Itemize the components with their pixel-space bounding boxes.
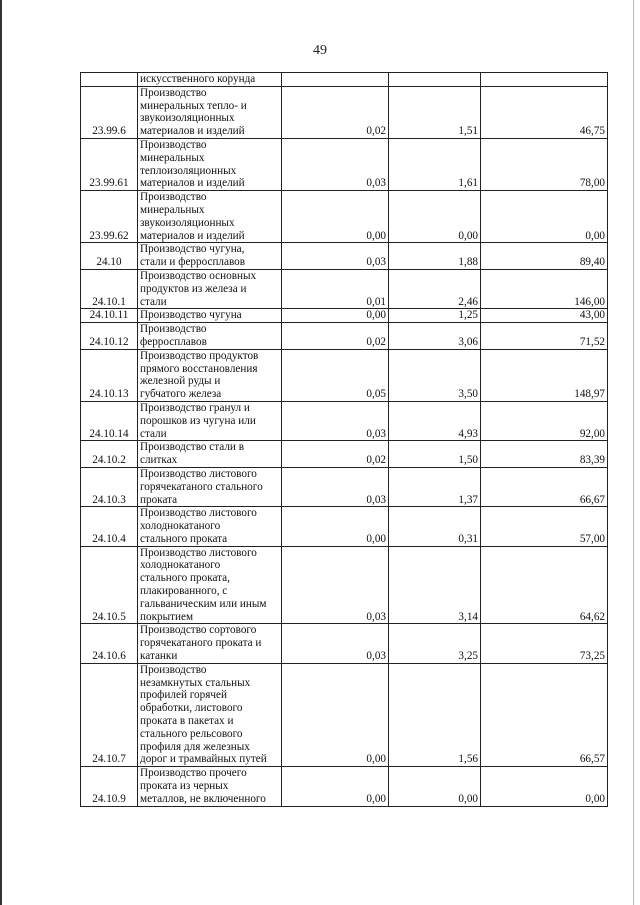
row-value-2: 1,25	[389, 309, 481, 323]
row-code: 24.10	[81, 243, 138, 270]
page-number: 49	[313, 43, 327, 58]
row-name-line: Производство листового	[140, 546, 257, 559]
row-code: 24.10.12	[81, 323, 138, 350]
row-value-1: 0,00	[282, 767, 389, 806]
row-value-1: 0,03	[282, 467, 389, 506]
row-value-3	[481, 73, 608, 87]
row-name-line: Производство прочего	[140, 767, 247, 780]
row-value-2: 2,46	[389, 269, 481, 308]
row-name-line: Производство гранул и	[140, 401, 250, 414]
row-name-line: Производство сортового	[140, 624, 257, 637]
table-row	[81, 309, 608, 323]
row-value-3: 66,67	[481, 467, 608, 506]
row-name	[138, 467, 282, 506]
row-name-line: теплоизоляционных	[140, 164, 237, 177]
row-code: 24.10.7	[81, 663, 138, 766]
row-name	[138, 401, 282, 440]
row-value-1: 0,01	[282, 269, 389, 308]
row-value-3: 66,57	[481, 663, 608, 766]
row-value-3: 73,25	[481, 624, 608, 663]
row-name-line: слитках	[140, 454, 178, 467]
row-name-line: гальваническим или иным	[140, 597, 267, 610]
row-name-line: губчатого железа	[140, 388, 222, 401]
row-code: 24.10.6	[81, 624, 138, 663]
row-name	[138, 323, 282, 350]
table-row	[81, 323, 608, 350]
row-value-2: 1,37	[389, 467, 481, 506]
row-code: 24.10.2	[81, 441, 138, 468]
table-row	[81, 663, 608, 766]
row-value-1: 0,02	[282, 86, 389, 138]
table-body	[81, 73, 608, 807]
row-name	[138, 269, 282, 308]
row-name-line: стального проката,	[140, 572, 230, 585]
row-name-line: Производство	[140, 191, 207, 204]
row-value-3: 146,00	[481, 269, 608, 308]
row-value-3: 0,00	[481, 191, 608, 243]
row-name-line: Производство листового	[140, 507, 257, 520]
row-name-line: Производство чугуна	[140, 309, 242, 322]
row-name-line: незамкнутых стальных	[140, 676, 251, 689]
row-value-1: 0,02	[282, 441, 389, 468]
table-row	[81, 467, 608, 506]
row-value-3: 89,40	[481, 243, 608, 270]
table-row	[81, 401, 608, 440]
row-name-line: стального проката	[140, 532, 228, 545]
row-name	[138, 441, 282, 468]
row-name-line: стали и ферросплавов	[140, 256, 246, 269]
row-name-line: проката	[140, 493, 178, 506]
row-name-line: дорог и трамвайных путей	[140, 753, 267, 766]
row-name-line: профиля для железных	[140, 740, 250, 753]
row-code: 24.10.11	[81, 309, 138, 323]
row-name	[138, 546, 282, 624]
page-left-edge	[0, 0, 2, 905]
row-value-2: 1,51	[389, 86, 481, 138]
row-name-line: Производство листового	[140, 467, 257, 480]
row-name-line: горячекатаного стального	[140, 480, 263, 493]
row-value-2: 1,61	[389, 138, 481, 190]
row-code: 24.10.1	[81, 269, 138, 308]
table-row	[81, 441, 608, 468]
row-code	[81, 73, 138, 87]
row-name-line: проката из черных	[140, 780, 229, 793]
row-name-line: Производство основных	[140, 269, 257, 282]
row-value-1: 0,00	[282, 507, 389, 546]
page-right-edge	[633, 0, 634, 905]
row-value-2: 1,88	[389, 243, 481, 270]
row-name-line: материалов и изделий	[140, 177, 245, 190]
row-value-2: 0,00	[389, 191, 481, 243]
row-value-1: 0,03	[282, 546, 389, 624]
row-value-2: 3,25	[389, 624, 481, 663]
row-value-1: 0,05	[282, 349, 389, 401]
row-value-1: 0,03	[282, 138, 389, 190]
row-name-line: горячекатаного проката и	[140, 637, 262, 650]
row-value-2: 0,31	[389, 507, 481, 546]
row-value-3: 43,00	[481, 309, 608, 323]
row-value-1: 0,00	[282, 191, 389, 243]
row-name-line: профилей горячей	[140, 689, 227, 702]
row-name-line: Производство	[140, 86, 207, 99]
table-row	[81, 86, 608, 138]
table-row	[81, 546, 608, 624]
row-value-1: 0,02	[282, 323, 389, 350]
row-name-line: холоднокатаного	[140, 559, 221, 572]
row-name-line: стального рельсового	[140, 727, 243, 740]
row-name-line: искусственного корунда	[140, 73, 256, 85]
table-row	[81, 767, 608, 806]
row-name-line: металлов, не включенного	[140, 792, 266, 805]
row-name-line: материалов и изделий	[140, 229, 245, 242]
row-name-line: железной руды и	[140, 375, 221, 388]
row-value-2: 0,00	[389, 767, 481, 806]
row-code: 23.99.61	[81, 138, 138, 190]
row-name-line: продуктов из железа и	[140, 282, 247, 295]
table-row	[81, 349, 608, 401]
row-name-line: стали	[140, 427, 167, 440]
row-value-3: 78,00	[481, 138, 608, 190]
row-value-2: 4,93	[389, 401, 481, 440]
row-code: 24.10.3	[81, 467, 138, 506]
row-name-line: звукоизоляционных	[140, 216, 235, 229]
row-value-3: 83,39	[481, 441, 608, 468]
row-value-3: 64,62	[481, 546, 608, 624]
data-table	[80, 72, 608, 807]
table-row	[81, 138, 608, 190]
row-name	[138, 624, 282, 663]
row-value-3: 57,00	[481, 507, 608, 546]
row-code: 23.99.62	[81, 191, 138, 243]
row-code: 23.99.6	[81, 86, 138, 138]
table-row	[81, 243, 608, 270]
row-name-line: порошков из чугуна или	[140, 414, 256, 427]
row-value-1: 0,00	[282, 663, 389, 766]
row-name	[138, 73, 282, 87]
row-value-1	[282, 73, 389, 87]
row-name	[138, 349, 282, 401]
row-name	[138, 663, 282, 766]
row-value-3: 71,52	[481, 323, 608, 350]
row-name-line: стали	[140, 295, 167, 308]
table-row	[81, 507, 608, 546]
row-name-line: катанки	[140, 650, 178, 663]
row-code: 24.10.4	[81, 507, 138, 546]
row-value-1: 0,00	[282, 309, 389, 323]
row-name	[138, 767, 282, 806]
row-value-2: 3,50	[389, 349, 481, 401]
row-value-2: 3,14	[389, 546, 481, 624]
row-code: 24.10.13	[81, 349, 138, 401]
table-row	[81, 269, 608, 308]
row-name	[138, 86, 282, 138]
row-value-1: 0,03	[282, 401, 389, 440]
row-name-line: Производство продуктов	[140, 349, 259, 362]
row-name-line: Производство чугуна,	[140, 243, 245, 256]
row-name-line: минеральных тепло- и	[140, 99, 247, 112]
row-name-line: Производство	[140, 663, 207, 676]
row-value-1: 0,03	[282, 624, 389, 663]
row-value-2: 3,06	[389, 323, 481, 350]
row-code: 24.10.9	[81, 767, 138, 806]
row-value-2: 1,50	[389, 441, 481, 468]
row-name	[138, 138, 282, 190]
table-row	[81, 73, 608, 87]
row-name	[138, 243, 282, 270]
row-name-line: Производство	[140, 138, 207, 151]
table-row	[81, 191, 608, 243]
table-row	[81, 624, 608, 663]
row-value-3: 92,00	[481, 401, 608, 440]
row-name-line: Производство стали в	[140, 441, 244, 454]
row-name-line: покрытием	[140, 610, 194, 623]
row-name	[138, 191, 282, 243]
row-name-line: холоднокатаного	[140, 520, 221, 533]
row-value-2: 1,56	[389, 663, 481, 766]
row-name-line: Производство	[140, 323, 207, 336]
row-name	[138, 309, 282, 323]
row-value-1: 0,03	[282, 243, 389, 270]
row-value-3: 0,00	[481, 767, 608, 806]
row-name-line: прямого восстановления	[140, 362, 258, 375]
row-name-line: плакированного, с	[140, 585, 228, 598]
row-code: 24.10.5	[81, 546, 138, 624]
row-name-line: звукоизоляционных	[140, 112, 235, 125]
row-name-line: проката в пакетах и	[140, 715, 234, 728]
row-name-line: минеральных	[140, 203, 205, 216]
row-name	[138, 507, 282, 546]
row-name-line: обработки, листового	[140, 702, 243, 715]
row-value-2	[389, 73, 481, 87]
row-name-line: ферросплавов	[140, 335, 207, 348]
row-name-line: минеральных	[140, 151, 205, 164]
row-name-line: материалов и изделий	[140, 125, 245, 138]
row-value-3: 148,97	[481, 349, 608, 401]
row-value-3: 46,75	[481, 86, 608, 138]
row-code: 24.10.14	[81, 401, 138, 440]
